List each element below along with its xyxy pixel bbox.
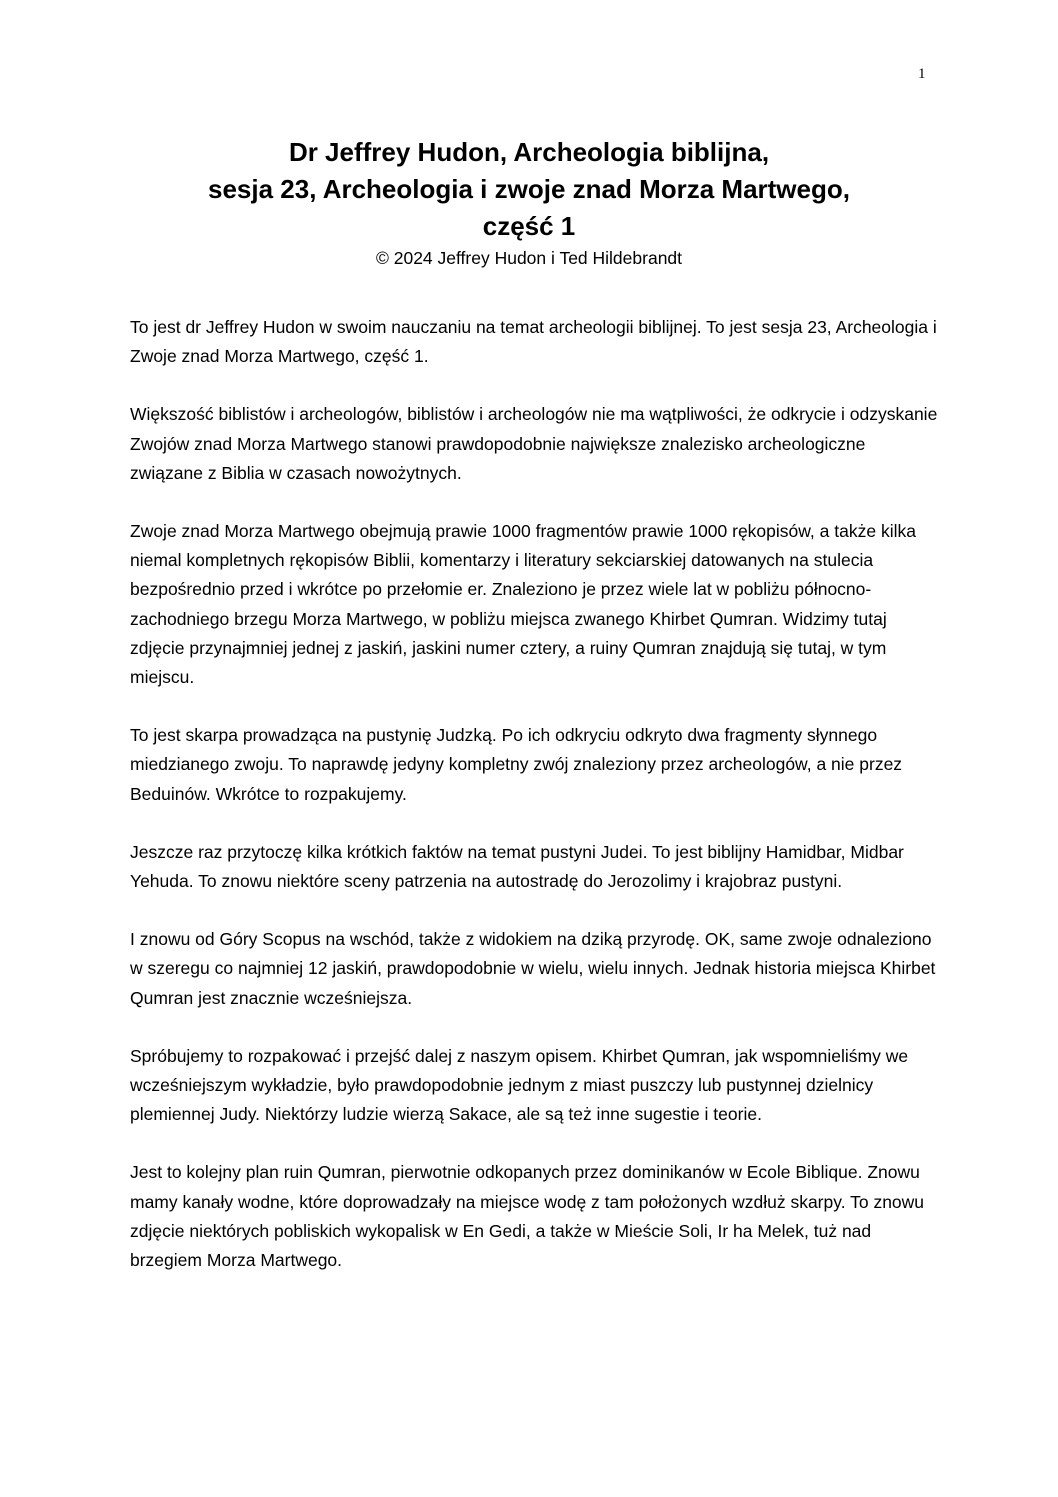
title-line-3: część 1 xyxy=(482,211,576,241)
title-line-1: Dr Jeffrey Hudon, Archeologia biblijna, xyxy=(288,137,770,167)
paragraph: Większość biblistów i archeologów, biblistów i archeologów nie ma wątpliwości, że odkrycie i odzyskanie Zwojów znad Morza Martwego stanowi prawdopodobnie największe znalezisko archeologiczne związane z Biblia w czasach nowożytnych. xyxy=(130,404,938,483)
copyright-line: © 2024 Jeffrey Hudon i Ted Hildebrandt xyxy=(375,248,683,268)
paragraph: Jest to kolejny plan ruin Qumran, pierwotnie odkopanych przez dominikanów w Ecole Biblique. Znowu mamy kanały wodne, które doprowadzały na miejsce wodę z tam położonych wzdłuż skarpy. To znowu zdjęcie niektórych pobliskich wykopalisk w En Gedi, a także w Mieście Soli, Ir ha Melek, tuż nad brzegiem Morza Martwego. xyxy=(130,1162,925,1271)
paragraph: To jest skarpa prowadząca na pustynię Judzką. Po ich odkryciu odkryto dwa fragmenty słynnego miedzianego zwoju. To naprawdę jedyny kompletny zwój znaleziony przez archeologów, a nie przez Beduinów. Wkrótce to rozpakujemy. xyxy=(130,725,903,804)
paragraph: To jest dr Jeffrey Hudon w swoim nauczaniu na temat archeologii biblijnej. To jest sesja 23, Archeologia i Zwoje znad Morza Martwego, część 1. xyxy=(130,317,937,367)
title-block xyxy=(90,134,968,272)
document-body xyxy=(130,313,940,1304)
paragraph: Spróbujemy to rozpakować i przejść dalej z naszym opisem. Khirbet Qumran, jak wspomnieliśmy we wcześniejszym wykładzie, było prawdopodobnie jednym z miast puszczy lub pustynnej dzielnicy plemiennej Judy. Niektórzy ludzie wierzą Sakace, ale są też inne sugestie i teorie. xyxy=(130,1045,909,1125)
paragraph: Jeszcze raz przytoczę kilka krótkich faktów na temat pustyni Judei. To jest biblijny Hamidbar, Midbar Yehuda. To znowu niektóre sceny patrzenia na autostradę do Jerozolimy i krajobraz pustyni. xyxy=(130,841,904,892)
page-number: 1 xyxy=(918,66,926,82)
paragraph: Zwoje znad Morza Martwego obejmują prawie 1000 fragmentów prawie 1000 rękopisów, a także kilka niemal kompletnych rękopisów Biblii, komentarzy i literatury sekciarskiej datowanych na stulecia bezpośrednio przed i wkrótce po przełomie er. Znaleziono je przez wiele lat w pobliżu północno-zachodniego brzegu Morza Martwego, w pobliżu miejsca zwanego Khirbet Qumran. Widzimy tutaj zdjęcie przynajmniej jednej z jaskiń, jaskini numer cztery, a ruiny Qumran znajdują się tutaj, w tym miejscu. xyxy=(130,521,916,688)
paragraph: I znowu od Góry Scopus na wschód, także z widokiem na dziką przyrodę. OK, same zwoje odnaleziono w szeregu co najmniej 12 jaskiń, prawdopodobnie w wielu, wielu innych. Jednak historia miejsca Khirbet Qumran jest znacznie wcześniejsza. xyxy=(130,929,936,1008)
title-line-2: sesja 23, Archeologia i zwoje znad Morza Martwego, xyxy=(208,174,850,204)
